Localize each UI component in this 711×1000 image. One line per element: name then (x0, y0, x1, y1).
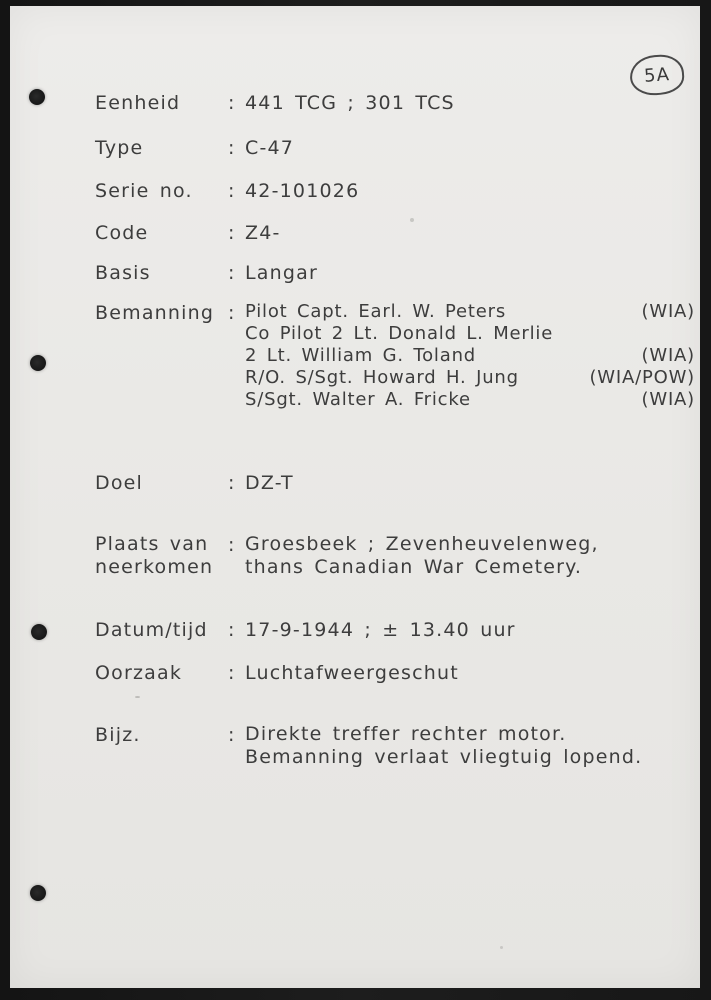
field-value: DZ-T (245, 472, 294, 494)
paper-speck (500, 946, 503, 949)
field-row-base (95, 261, 695, 285)
field-value: Langar (245, 262, 318, 284)
field-label: Doel (95, 472, 144, 494)
crew-member-status: (WIA) (641, 389, 695, 410)
field-row-code (95, 221, 695, 245)
field-row-remarks (95, 723, 695, 769)
field-value (245, 723, 695, 769)
crew-member-name: 2 Lt. William G. Toland (245, 345, 477, 366)
crew-member (245, 301, 695, 323)
colon-separator: : (228, 724, 236, 746)
field-label-line1: Plaats van (95, 533, 209, 555)
field-row-serial (95, 179, 695, 203)
crew-member-name: S/Sgt. Walter A. Fricke (245, 389, 471, 410)
crew-member (245, 389, 695, 411)
field-value-line1: Direkte treffer rechter motor. (245, 723, 567, 745)
field-value: 42-101026 (245, 180, 360, 202)
crew-member-status: (WIA) (641, 301, 695, 322)
crew-member (245, 367, 695, 389)
colon-separator: : (228, 534, 236, 556)
field-label: Datum/tijd (95, 619, 208, 641)
crew-member-name: Pilot Capt. Earl. W. Peters (245, 301, 506, 322)
colon-separator: : (228, 137, 236, 159)
field-label: Oorzaak (95, 662, 183, 684)
crew-member-status: (WIA/POW) (589, 367, 695, 388)
crew-member-status: (WIA) (641, 345, 695, 366)
field-row-target (95, 471, 695, 495)
crew-member-name: Co Pilot 2 Lt. Donald L. Merlie (245, 323, 554, 344)
punch-hole (31, 624, 47, 640)
field-row-crash-site (95, 533, 695, 579)
scanned-page (10, 6, 700, 988)
field-value: 17-9-1944 ; ± 13.40 uur (245, 619, 516, 641)
field-label: Bijz. (95, 724, 141, 746)
field-row-cause (95, 661, 695, 685)
page-number-label: 5A (643, 63, 671, 87)
field-label: Eenheid (95, 92, 181, 114)
colon-separator: : (228, 662, 236, 684)
field-label: Serie no. (95, 180, 193, 202)
punch-hole (30, 355, 46, 371)
field-value-line1: Groesbeek ; Zevenheuvelenweg, (245, 533, 599, 555)
punch-hole (30, 885, 46, 901)
crew-list (245, 301, 695, 411)
punch-hole (29, 89, 45, 105)
field-label (95, 533, 228, 579)
crew-member (245, 323, 695, 345)
field-label: Basis (95, 262, 151, 284)
field-value: 441 TCG ; 301 TCS (245, 92, 455, 114)
field-value (245, 533, 695, 579)
field-value: Z4- (245, 222, 281, 244)
field-value: Luchtafweergeschut (245, 662, 459, 684)
field-label: Code (95, 222, 149, 244)
colon-separator: : (228, 262, 236, 284)
field-row-date-time (95, 618, 695, 642)
colon-separator: : (228, 180, 236, 202)
field-value-line2: Bemanning verlaat vliegtuig lopend. (245, 746, 643, 768)
field-value-line2: thans Canadian War Cemetery. (245, 556, 583, 578)
field-row-type (95, 136, 695, 160)
field-label: Type (95, 137, 144, 159)
field-row-crew (95, 301, 695, 411)
crew-member-name: R/O. S/Sgt. Howard H. Jung (245, 367, 519, 388)
colon-separator: : (228, 222, 236, 244)
crew-member (245, 345, 695, 367)
colon-separator: : (228, 302, 236, 324)
colon-separator: : (228, 92, 236, 114)
colon-separator: : (228, 619, 236, 641)
colon-separator: : (228, 472, 236, 494)
paper-speck (135, 696, 140, 698)
field-label: Bemanning (95, 302, 215, 324)
field-label-line2: neerkomen (95, 556, 214, 578)
field-value: C-47 (245, 137, 295, 159)
field-row-unit (95, 91, 695, 115)
